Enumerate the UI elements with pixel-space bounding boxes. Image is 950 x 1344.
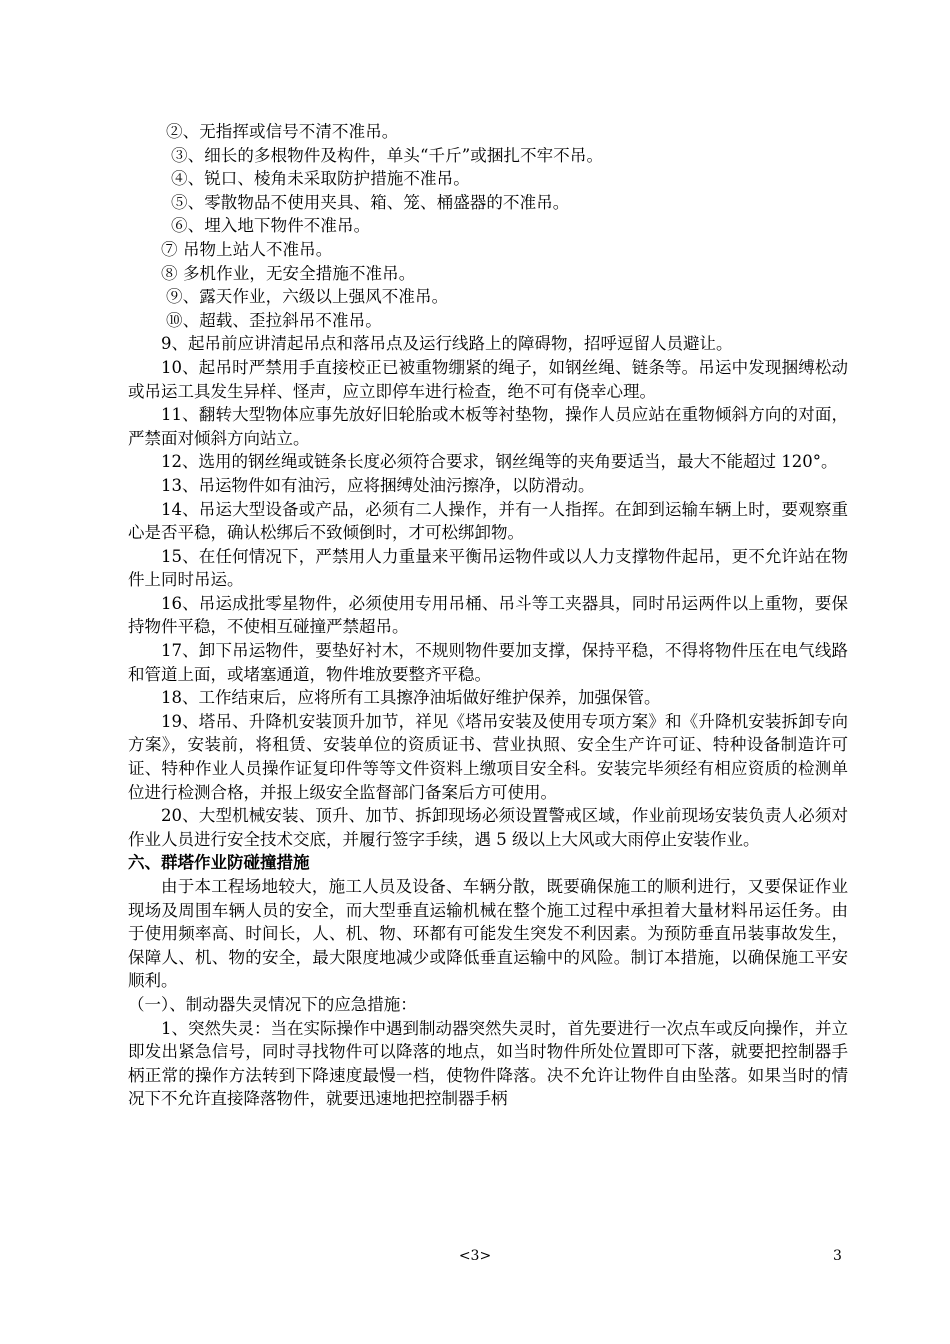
paragraph-11: 11、翻转大型物体应事先放好旧轮胎或木板等衬垫物，操作人员应站在重物倾斜方向的对面，严禁面对倾斜方向站立。	[128, 405, 848, 448]
section-intro: 由于本工程场地较大，施工人员及设备、车辆分散，既要确保施工的顺利进行，又要保证作业现场及周围车辆人员的安全，而大型垂直运输机械在整个施工过程中承担着大量材料吊运任务。由于使用频率高、时间长，人、机、物、环都有可能发生突发不利因素。为预防垂直吊装事故发生，保障人、机、物的安全，最大限度地减少或降低垂直运输中的风险。制订本措施，以确保施工平安顺利。	[128, 877, 848, 991]
paragraph-18: 18、工作结束后，应将所有工具擦净油垢做好维护保养，加强保管。	[161, 688, 661, 708]
list-item: ②、无指挥或信号不清不准吊。	[166, 122, 399, 141]
paragraph-16: 16、吊运成批零星物件，必须使用专用吊桶、吊斗等工夹器具，同时吊运两件以上重物，要保持物件平稳，不使相互碰撞严禁超吊。	[128, 593, 848, 637]
footer-page-number: 3	[833, 1248, 842, 1264]
paragraph-20: 20、大型机械安装、顶升、加节、拆卸现场必须设置警戒区域，作业前现场安装负责人必须对作业人员进行安全技术交底，并履行签字手续，遇 5 级以上大风或大雨停止安装作业。	[128, 806, 848, 849]
paragraph-9: 9、起吊前应讲清起吊点和落吊点及运行线路上的障碍物，招呼逗留人员避让。	[161, 334, 733, 354]
list-item: ⑩、超载、歪拉斜吊不准吊。	[166, 310, 382, 330]
paragraph-19: 19、塔吊、升降机安装顶升加节，祥见《塔吊安装及使用专项方案》和《升降机安装拆卸专向方案》，安装前，将租赁、安装单位的资质证书、营业执照、安全生产许可证、特种设备制造许可证、特种作业人员操作证复印件等等文件资料上缴项目安全科。安装完毕须经有相应资质的检测单位进行检测合格，并报上级安全监督部门备案后方可使用。	[128, 711, 848, 802]
list-item: ⑥、埋入地下物件不准吊。	[171, 216, 371, 236]
list-item: ④、锐口、棱角未采取防护措施不准吊。	[171, 169, 470, 189]
footer-page-marker: <3>	[458, 1248, 492, 1264]
paragraph-14: 14、吊运大型设备或产品，必须有二人操作，并有一人指挥。在卸到运输车辆上时，要观察重心是否平稳，确认松绑后不致倾倒时，才可松绑卸物。	[128, 499, 848, 543]
document-body	[128, 120, 848, 1111]
paragraph-17: 17、卸下吊运物件，要垫好衬木，不规则物件要加支撑，保持平稳，不得将物件压在电气线路和管道上面，或堵塞通道，物件堆放要整齐平稳。	[128, 641, 848, 684]
list-item: ⑧ 多机作业，无安全措施不准吊。	[161, 263, 416, 283]
list-item: ⑦ 吊物上站人不准吊。	[161, 239, 333, 259]
list-item: ③、细长的多根物件及构件，单头“千斤”或捆扎不牢不吊。	[171, 145, 604, 165]
sub-heading: （一）、制动器失灵情况下的应急措施：	[128, 994, 417, 1014]
paragraph-brake-1: 1、突然失灵：当在实际操作中遇到制动器突然失灵时，首先要进行一次点车或反向操作，并立即发出紧急信号，同时寻找物件可以降落的地点，如当时物件所处位置即可下落，就要把控制器手柄正常的操作方法转到下降速度最慢一档，使物件降落。决不允许让物件自由坠落。如果当时的情况下不允许直接降落物件，就要迅速地把控制器手柄	[128, 1018, 848, 1109]
list-item: ⑤、零散物品不使用夹具、箱、笼、桶盛器的不准吊。	[171, 192, 570, 212]
paragraph-12: 12、选用的钢丝绳或链条长度必须符合要求，钢丝绳等的夹角要适当，最大不能超过 120°。	[161, 452, 838, 472]
paragraph-10: 10、起吊时严禁用手直接校正已被重物绷紧的绳子，如钢丝绳、链条等。吊运中发现捆缚松动或吊运工具发生异样、怪声，应立即停车进行检查，绝不可有侥幸心理。	[128, 357, 848, 401]
list-item: ⑨、露天作业，六级以上强风不准吊。	[166, 287, 449, 307]
section-heading: 六、群塔作业防碰撞措施	[128, 853, 310, 873]
paragraph-15: 15、在任何情况下，严禁用人力重量来平衡吊运物件或以人力支撑物件起吊，更不允许站在物件上同时吊运。	[128, 546, 848, 590]
paragraph-13: 13、吊运物件如有油污，应将捆缚处油污擦净，以防滑动。	[161, 475, 595, 495]
